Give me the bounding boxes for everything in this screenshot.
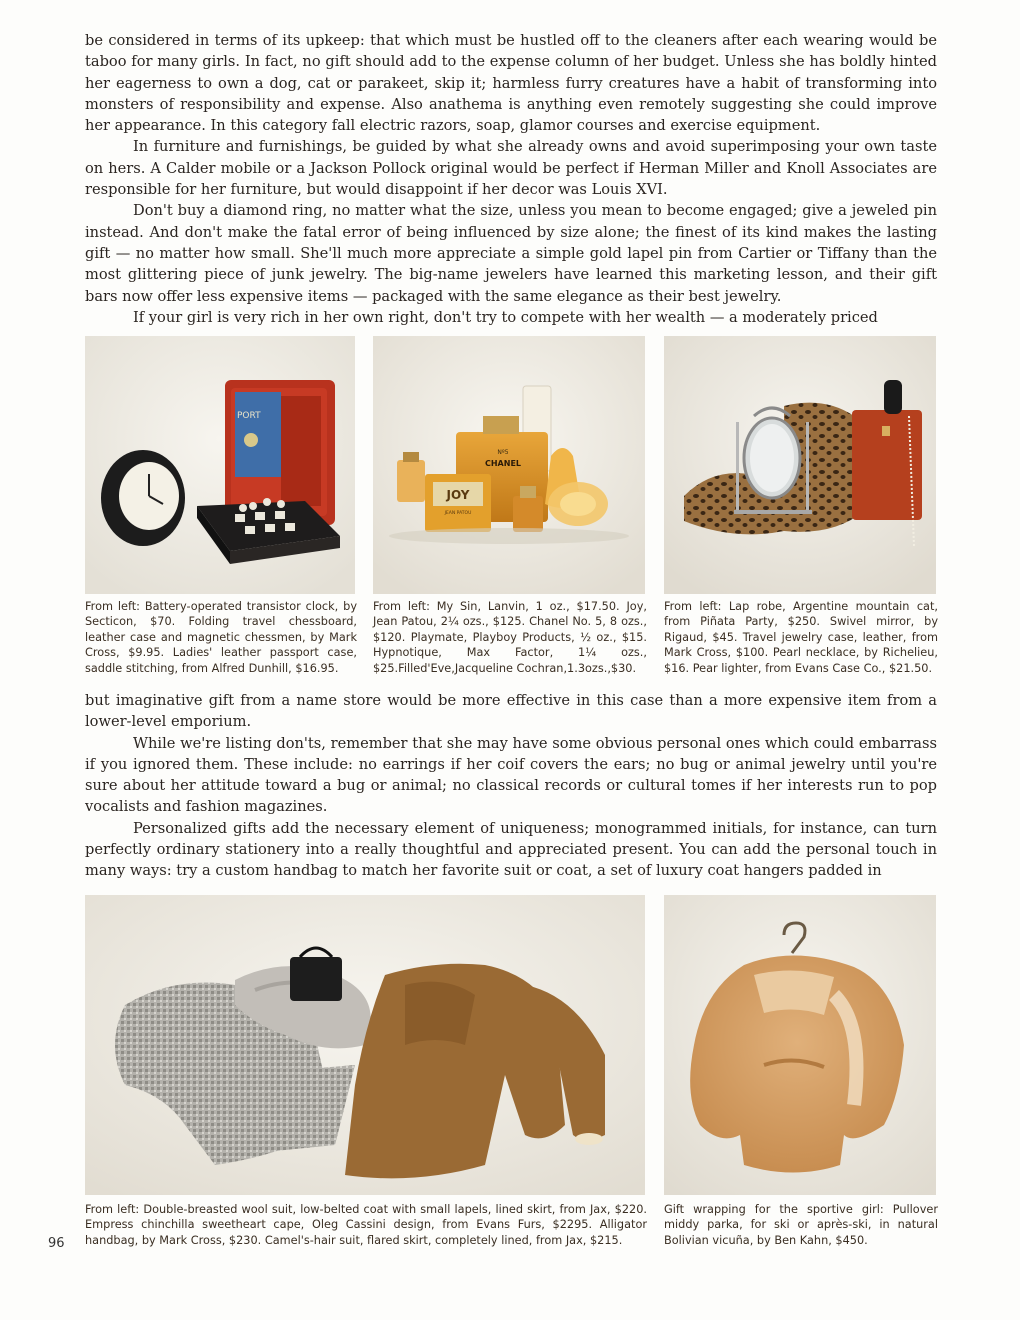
caption-photo-1: From left: Battery-operated transistor clock, by Secticon, $70. Folding travel chessboard, leather case and magnetic chessmen, by Mark Cross, $9.95. Ladies' leather passport case, saddle stitching, from Alfred Dunhill, $16.95. [85, 600, 357, 675]
caption-photo-4: From left: Double-breasted wool suit, low-belted coat with small lapels, lined skirt, from Jax, $220. Empress chinchilla sweetheart cape, Oleg Cassini design, from Evans Furs, $2295. Alligator handbag, by Mark Cross, $230. Camel's-hair suit, flared skirt, completely lined, from Jax, $215. [85, 1203, 647, 1247]
paragraph: Don't buy a diamond ring, no matter what the size, unless you mean to become engaged; give a jeweled pin instead. And don't make the fatal error of being influenced by size alone; the finest of its kind makes the lasting gift — no matter how small. She'll much more appreciate a simple gold lapel pin from Cartier or Tiffany than the most glittering piece of junk jewelry. The big-name jewelers have learned this marketing lesson, and their gift bars now offer less expensive items — packaged with the same elegance as their best jewelry. [85, 202, 937, 305]
caption-photo-3: From left: Lap robe, Argentine mountain cat, from Piñata Party, $250. Swivel mirror, by Rigaud, $45. Travel jewelry case, leather, from Mark Cross, $100. Pearl necklace, by Richelieu, $16. Pear lighter, from Evans Case Co., $21.50. [664, 600, 938, 675]
photo-perfumes [373, 336, 645, 594]
body-text-bottom [85, 690, 937, 882]
paragraph: In furniture and furnishings, be guided by what she already owns and avoid superimposing your own taste on hers. A Calder mobile or a Jackson Pollock original would be perfect if Herman Miller and Knoll Associates are responsible for her furniture, but would disappoint if her decor was Louis XVI. [85, 138, 937, 199]
paragraph: be considered in terms of its upkeep: that which must be hustled off to the cleaners after each wearing would be taboo for many girls. In fact, no gift should add to the expense column of her budget. Unless she has boldly hinted her eagerness to own a dog, cat or parakeet, skip it; harmless furry creatures have a habit of transforming into monsters of responsibility and expense. Also anathema is anything even remotely suggesting she could improve her appearance. In this category fall electric razors, soap, glamor courses and exercise equipment. [85, 32, 937, 135]
joy-maker-label: JEAN PATOU [444, 511, 472, 516]
photo-suits-cape-handbag [85, 895, 645, 1195]
chanel-label: CHANEL [484, 459, 522, 468]
page-number: 96 [48, 1236, 65, 1251]
paragraph: Personalized gifts add the necessary element of uniqueness; monogrammed initials, for instance, can turn perfectly ordinary stationery into a really thoughtful and appreciated present. You can add the personal touch in many ways: try a custom handbag to match her favorite suit or coat, a set of luxury coat hangers padded in [85, 819, 937, 880]
paragraph: but imaginative gift from a name store would be more effective in this case than a more expensive item from a lower-level emporium. [85, 692, 937, 731]
paragraph: While we're listing don'ts, remember that she may have some obvious personal ones which could embarrass if you ignored them. These include: no earrings if her coif covers the ears; no bug or animal jewelry until you're sure about her attitude toward a bug or animal; no classical records or cultural tomes if her interests run to pop vocalists and fashion magazines. [85, 734, 937, 816]
body-text-top [85, 30, 937, 328]
caption-photo-2: From left: My Sin, Lanvin, 1 oz., $17.50. Joy, Jean Patou, 2¼ ozs., $125. Chanel No. 5, 8 ozs., $120. Playmate, Playboy Products, ½ oz., $15. Hypnotique, Max Factor, 1¼ ozs., $25.Filled'Eve,Jacqueline Cochran,1.3ozs.,$30. [373, 600, 647, 675]
chanel-no-label: Nº5 [497, 449, 509, 456]
photo-robe-mirror-case [664, 336, 936, 594]
caption-photo-5: Gift wrapping for the sportive girl: Pullover middy parka, for ski or après-ski, in natural Bolivian vicuña, by Ben Kahn, $450. [664, 1203, 938, 1247]
joy-label: JOY [446, 488, 470, 502]
photo-vicuna-parka [664, 895, 936, 1195]
photo-clock-chess-passport [85, 336, 355, 594]
paragraph: If your girl is very rich in her own right, don't try to compete with her wealth — a moderately priced [133, 308, 878, 326]
passport-label: PORT [237, 411, 261, 421]
